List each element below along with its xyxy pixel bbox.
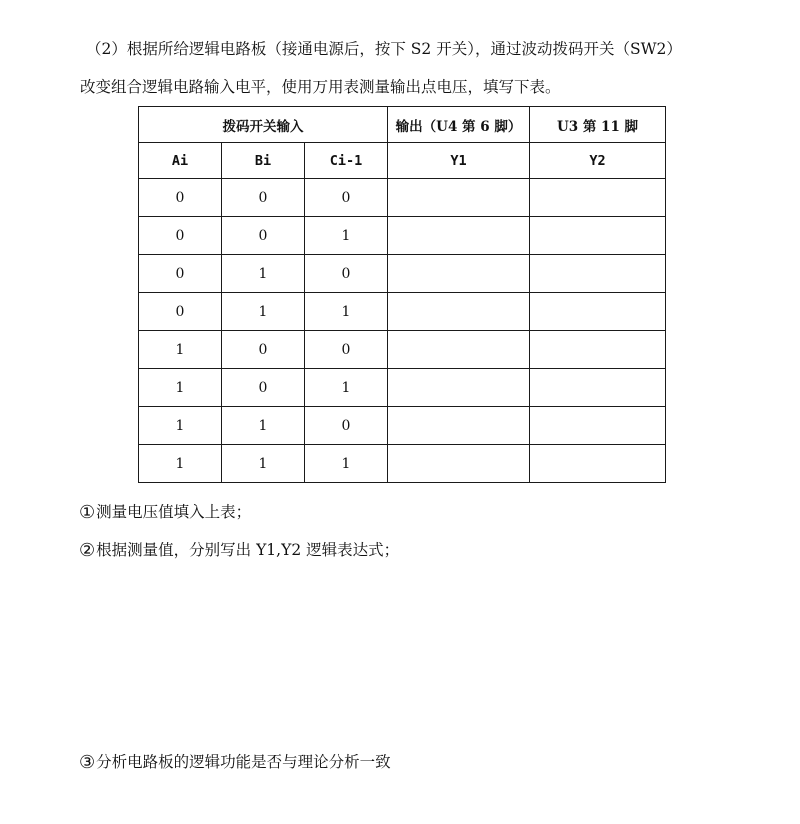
cell-y2[interactable]: [530, 255, 666, 293]
table-row: [139, 179, 666, 217]
cell-ci1: 1: [305, 445, 388, 483]
truth-table: [138, 106, 666, 483]
cell-y1[interactable]: [388, 293, 530, 331]
cell-y2[interactable]: [530, 293, 666, 331]
table-row: [139, 293, 666, 331]
col-header-bi: Bi: [222, 143, 305, 179]
question-1: [79, 502, 251, 523]
intro-line-1: （2）根据所给逻辑电路板（接通电源后，按下 S2 开关），通过波动拨码开关（SW2）: [86, 40, 682, 58]
question-1-marker: ①: [79, 502, 96, 523]
header-inputs: 拨码开关输入: [139, 107, 388, 143]
cell-ci1: 0: [305, 179, 388, 217]
cell-ci1: 0: [305, 331, 388, 369]
cell-y1[interactable]: [388, 407, 530, 445]
cell-ci1: 0: [305, 407, 388, 445]
cell-y2[interactable]: [530, 407, 666, 445]
question-3-text: 分析电路板的逻辑功能是否与理论分析一致: [96, 753, 391, 771]
cell-ci1: 1: [305, 293, 388, 331]
question-3-marker: ③: [79, 752, 96, 773]
cell-y2[interactable]: [530, 445, 666, 483]
cell-ai: 1: [139, 331, 222, 369]
table-row: [139, 255, 666, 293]
cell-y1[interactable]: [388, 331, 530, 369]
question-1-text: 测量电压值填入上表；: [96, 503, 252, 521]
table-row: [139, 445, 666, 483]
table-row: [139, 331, 666, 369]
cell-ci1: 0: [305, 255, 388, 293]
cell-bi: 1: [222, 255, 305, 293]
cell-bi: 1: [222, 293, 305, 331]
cell-y1[interactable]: [388, 445, 530, 483]
cell-bi: 0: [222, 369, 305, 407]
cell-ai: 0: [139, 179, 222, 217]
cell-ai: 1: [139, 407, 222, 445]
question-2-text: 根据测量值，分别写出 Y1,Y2 逻辑表达式；: [96, 541, 400, 559]
col-header-ai: Ai: [139, 143, 222, 179]
cell-y2[interactable]: [530, 331, 666, 369]
table-row: [139, 217, 666, 255]
col-header-y1: Y1: [388, 143, 530, 179]
cell-ai: 0: [139, 255, 222, 293]
cell-ai: 1: [139, 369, 222, 407]
header-u3-pin11: U3 第 11 脚: [530, 107, 666, 143]
cell-bi: 0: [222, 217, 305, 255]
col-header-y2: Y2: [530, 143, 666, 179]
cell-y2[interactable]: [530, 217, 666, 255]
cell-ci1: 1: [305, 217, 388, 255]
table-row: [139, 369, 666, 407]
cell-bi: 1: [222, 407, 305, 445]
header-output-u4: 输出（U4 第 6 脚）: [388, 107, 530, 143]
cell-y1[interactable]: [388, 217, 530, 255]
table-column-header-row: [139, 143, 666, 179]
cell-y1[interactable]: [388, 179, 530, 217]
cell-ai: 1: [139, 445, 222, 483]
table-group-header-row: [139, 107, 666, 143]
table-row: [139, 407, 666, 445]
cell-bi: 0: [222, 179, 305, 217]
question-3: [79, 752, 391, 773]
cell-ci1: 1: [305, 369, 388, 407]
intro-line-2: 改变组合逻辑电路输入电平，使用万用表测量输出点电压，填写下表。: [80, 78, 561, 96]
cell-bi: 1: [222, 445, 305, 483]
col-header-ci1: Ci-1: [305, 143, 388, 179]
cell-y2[interactable]: [530, 369, 666, 407]
cell-ai: 0: [139, 293, 222, 331]
cell-y1[interactable]: [388, 255, 530, 293]
question-2-marker: ②: [79, 540, 96, 561]
cell-y1[interactable]: [388, 369, 530, 407]
cell-bi: 0: [222, 331, 305, 369]
cell-y2[interactable]: [530, 179, 666, 217]
question-2: [79, 540, 399, 561]
cell-ai: 0: [139, 217, 222, 255]
